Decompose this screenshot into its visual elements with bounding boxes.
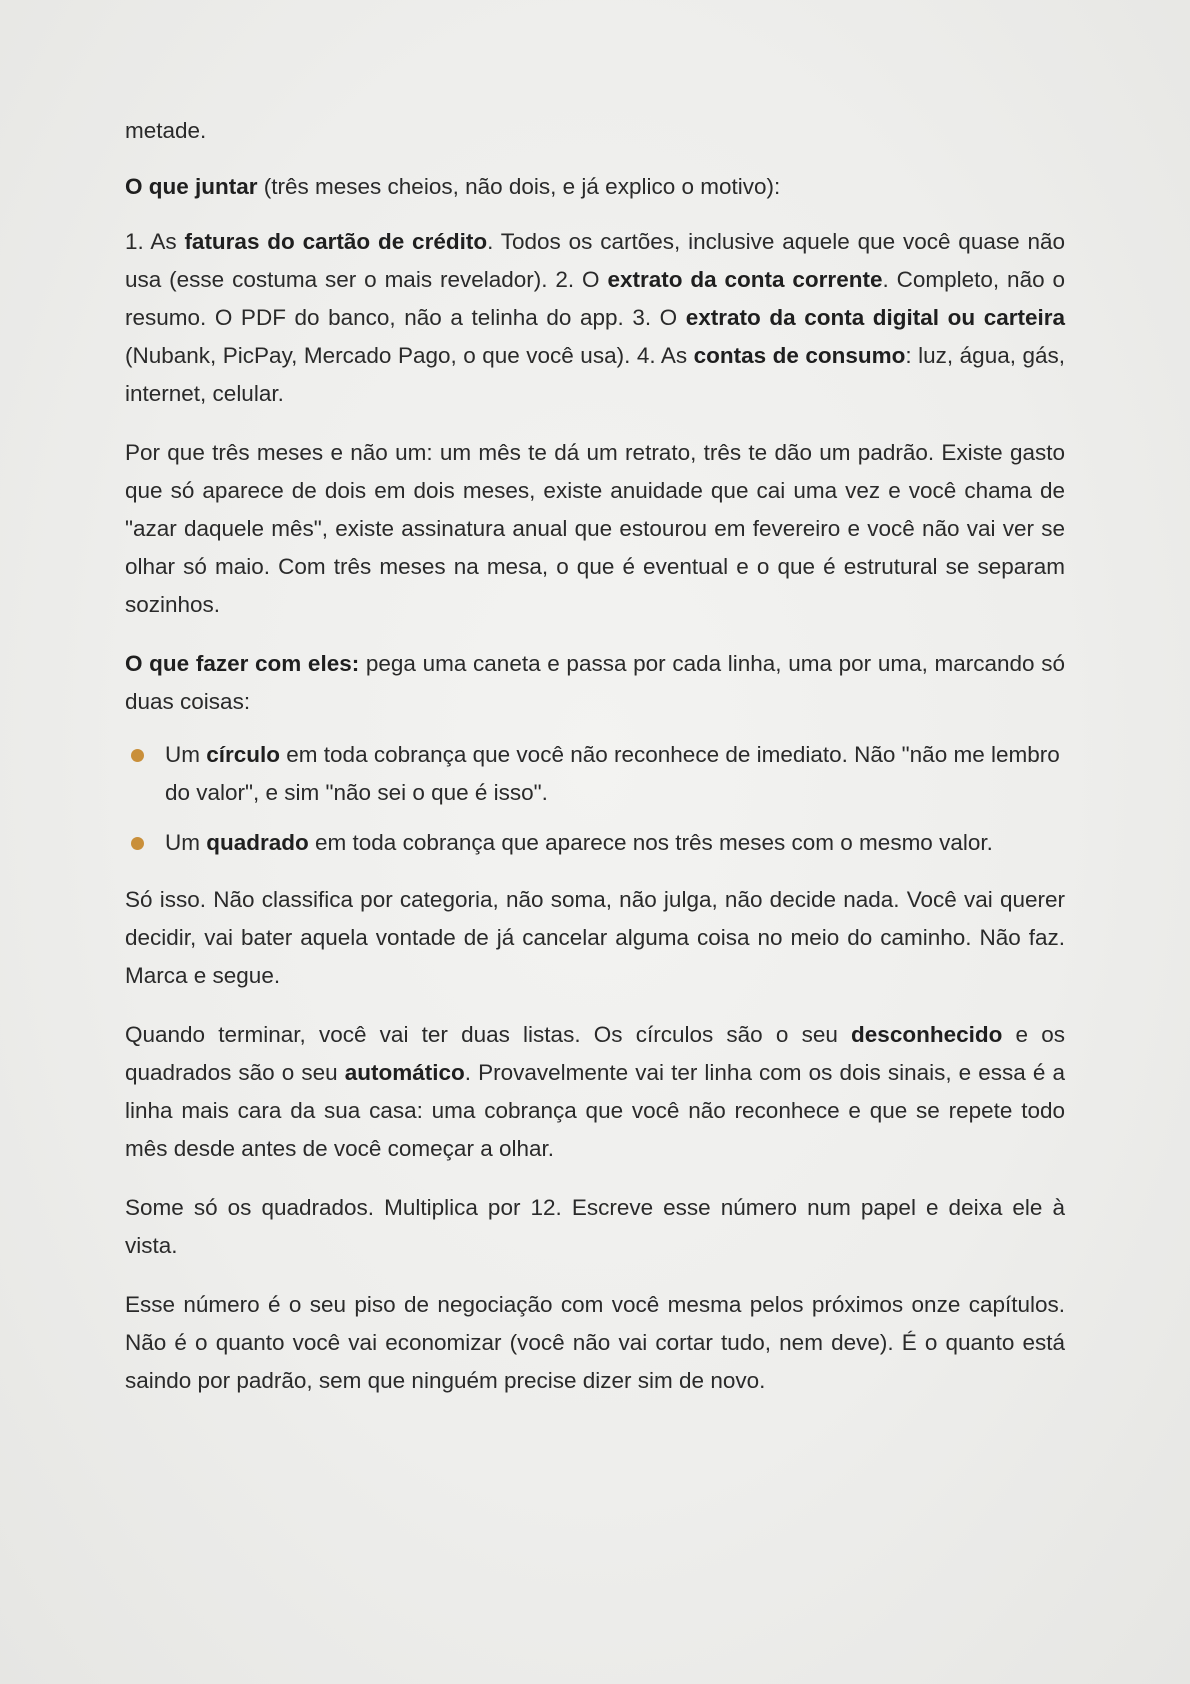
paragraph-documents-list <box>125 223 1065 413</box>
paragraph-text: 1. As <box>125 229 185 254</box>
bold-circle: círculo <box>206 742 281 767</box>
paragraph-text: e os quadrados são o seu <box>125 1022 1065 1085</box>
paragraph-why-three-months <box>125 434 1065 624</box>
paragraph-text: Quando terminar, você vai ter duas listas. Os círculos são o seu <box>125 1022 852 1047</box>
list-item-square <box>125 824 1065 862</box>
orange-dot-icon <box>131 837 144 850</box>
paragraph-text: pega uma caneta e passa por cada linha, uma por uma, marcando só duas coisas: <box>125 651 1065 714</box>
list-item-text: Um <box>165 742 207 767</box>
paragraph-only-that <box>125 881 1065 995</box>
paragraph-text: Some só os quadrados. Multiplica por 12. Escreve esse número num papel e deixa ele à vista. <box>125 1195 1065 1258</box>
orange-dot-icon <box>131 749 144 762</box>
paragraph-text: Só isso. Não classifica por categoria, não soma, não julga, não decide nada. Você vai querer decidir, vai bater aquela vontade de já cancelar alguma coisa no meio do caminho. Não faz. Marca e segue. <box>125 887 1065 988</box>
bold-checking-statement: extrato da conta corrente <box>607 267 883 292</box>
paragraph-what-to-gather <box>125 168 1065 206</box>
bold-lead-what-to-gather: O que juntar <box>125 174 258 199</box>
list-item-text: em toda cobrança que você não reconhece de imediato. Não "não me lembro do valor", e sim "não sei o que é isso". <box>165 742 1060 805</box>
paragraph-text: Esse número é o seu piso de negociação com você mesma pelos próximos onze capítulos. Não é o quanto você vai economizar (você não vai cortar tudo, nem deve). É o quanto está saindo por padrão, sem que ninguém precise dizer sim de novo. <box>125 1292 1065 1393</box>
paragraph-what-to-do <box>125 645 1065 721</box>
paragraph-text: . Completo, não o resumo. O PDF do banco, não a telinha do app. 3. O <box>125 267 1065 330</box>
bold-lead-what-to-do: O que fazer com eles: <box>125 651 360 676</box>
bold-automatic: automático <box>344 1060 465 1085</box>
bold-digital-account-statement: extrato da conta digital ou carteira <box>685 305 1065 330</box>
paragraph-text: . Provavelmente vai ter linha com os dois sinais, e essa é a linha mais cara da sua casa: uma cobrança que você não reconhece e que se repete todo mês desde antes de você começar a olhar. <box>125 1060 1065 1161</box>
bold-square: quadrado <box>206 830 309 855</box>
paragraph-continuation <box>125 112 1065 150</box>
paragraph-text: : luz, água, gás, internet, celular. <box>125 343 1065 406</box>
paragraph-text: Por que três meses e não um: um mês te dá um retrato, três te dão um padrão. Existe gasto que só aparece de dois em dois meses, existe anuidade que cai uma vez e você chama de "azar daquele mês", existe assinatura anual que estourou em fevereiro e você não vai ver se olhar só maio. Com três meses na mesa, o que é eventual e o que é estrutural se separam sozinhos. <box>125 440 1065 617</box>
paragraph-sum-squares <box>125 1189 1065 1265</box>
list-item-text: Um <box>165 830 207 855</box>
bold-credit-card-invoices: faturas do cartão de crédito <box>184 229 488 254</box>
paragraph-two-lists <box>125 1016 1065 1168</box>
paragraph-text: . Todos os cartões, inclusive aquele que você quase não usa (esse costuma ser o mais revelador). 2. O <box>125 229 1065 292</box>
paragraph-text: (três meses cheios, não dois, e já explico o motivo): <box>257 174 781 199</box>
paragraph-text: (Nubank, PicPay, Mercado Pago, o que você usa). 4. As <box>125 343 694 368</box>
list-item-text: em toda cobrança que aparece nos três meses com o mesmo valor. <box>308 830 993 855</box>
list-item-circle <box>125 736 1065 812</box>
paragraph-negotiation-floor <box>125 1286 1065 1400</box>
bold-unknown: desconhecido <box>851 1022 1003 1047</box>
bold-utility-bills: contas de consumo <box>693 343 906 368</box>
paragraph-text: metade. <box>125 118 207 143</box>
marking-bullet-list <box>125 736 1065 862</box>
